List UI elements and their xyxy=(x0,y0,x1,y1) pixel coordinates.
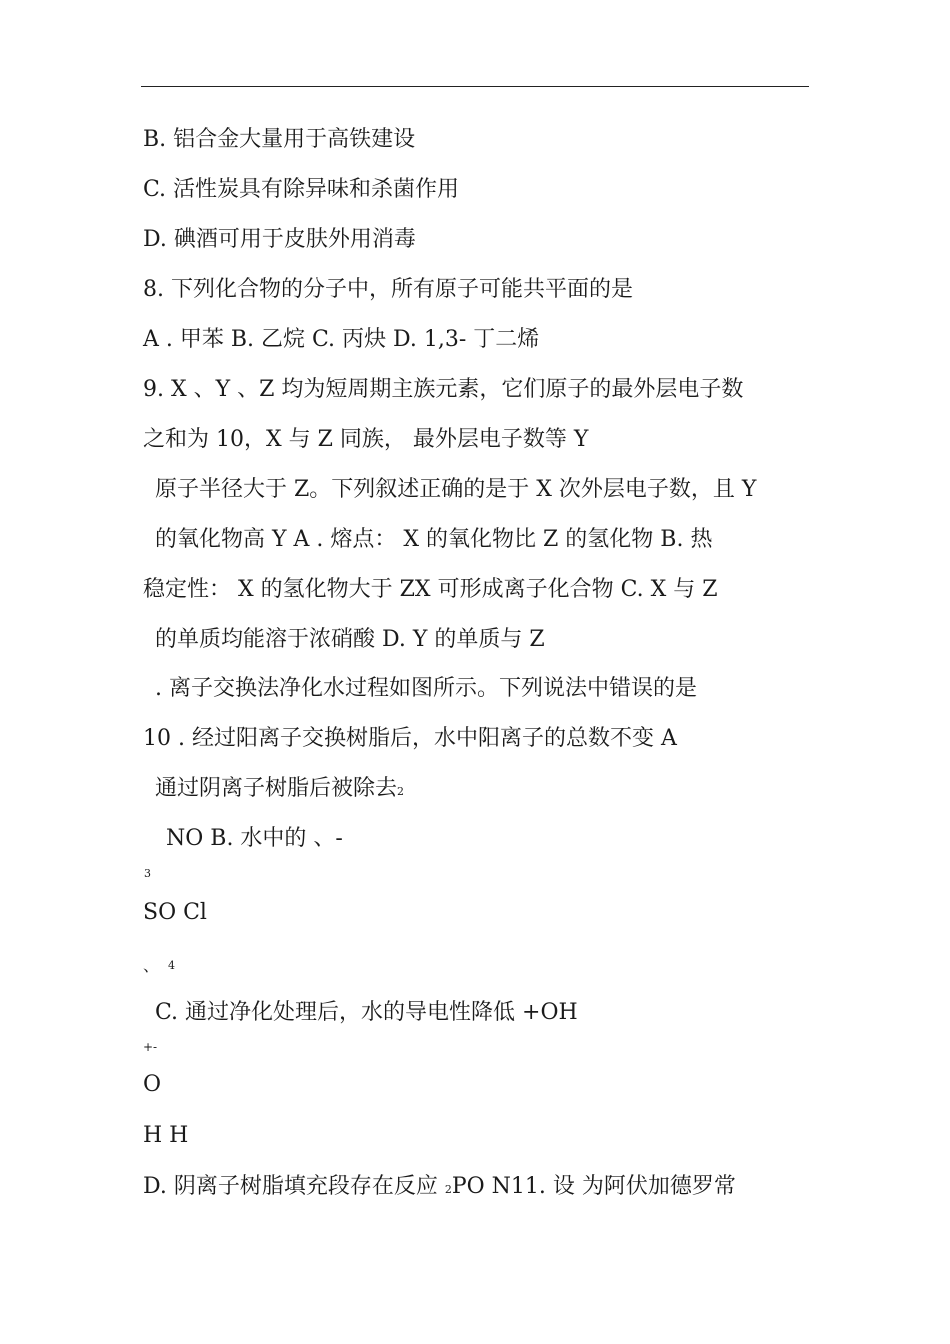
question-10-line-3: 通过阴离子树脂后被除去2 xyxy=(155,776,405,801)
option-d-q10: D. 阴离子树脂填充段存在反应 2PO N11. 设 为阿伏加德罗常 xyxy=(143,1174,736,1199)
subscript: 2 xyxy=(397,785,405,798)
formula-so-cl: SO Cl xyxy=(143,900,207,925)
subscript: 2 xyxy=(444,1183,452,1196)
superscript-charges: +- xyxy=(143,1040,158,1054)
formula-o: O xyxy=(143,1072,162,1097)
question-9-line-4: 的氧化物高 Y A . 熔点： X 的氧化物比 Z 的氢化物 B. 热 xyxy=(155,527,713,552)
question-9-line-6: 的单质均能溶于浓硝酸 D. Y 的单质与 Z xyxy=(155,627,545,652)
option-c-q10: C. 通过净化处理后，水的导电性降低 +OH xyxy=(155,1000,578,1025)
question-9-line-1: 9. X 、Y 、Z 均为短周期主族元素，它们原子的最外层电子数 xyxy=(143,377,744,402)
question-10-line-1: . 离子交换法净化水过程如图所示。下列说法中错误的是 xyxy=(155,676,697,701)
question-10-line-2: 10 . 经过阳离子交换树脂后，水中阳离子的总数不变 A xyxy=(143,726,677,751)
comma-mark: 、 xyxy=(143,956,160,975)
option-b-q7: B. 铝合金大量用于高铁建设 xyxy=(143,127,416,152)
option-c-q7: C. 活性炭具有除异味和杀菌作用 xyxy=(143,177,460,202)
option-d-q7: D. 碘酒可用于皮肤外用消毒 xyxy=(143,227,416,252)
question-9-line-2: 之和为 10，X 与 Z 同族， 最外层电子数等 Y xyxy=(143,427,589,452)
question-10-line-4: NO B. 水中的 、- xyxy=(166,826,343,851)
formula-h-h: H H xyxy=(143,1123,189,1148)
question-9-line-3: 原子半径大于 Z。下列叙述正确的是于 X 次外层电子数，且 Y xyxy=(155,477,757,502)
question-8: 8. 下列化合物的分子中，所有原子可能共平面的是 xyxy=(143,277,633,302)
header-rule xyxy=(141,86,809,87)
subscript-4: 4 xyxy=(168,959,175,972)
subscript-3: 3 xyxy=(144,867,151,880)
options-q8: A . 甲苯 B. 乙烷 C. 丙炔 D. 1,3- 丁二烯 xyxy=(143,327,540,352)
question-9-line-5: 稳定性： X 的氢化物大于 ZX 可形成离子化合物 C. X 与 Z xyxy=(143,577,718,602)
